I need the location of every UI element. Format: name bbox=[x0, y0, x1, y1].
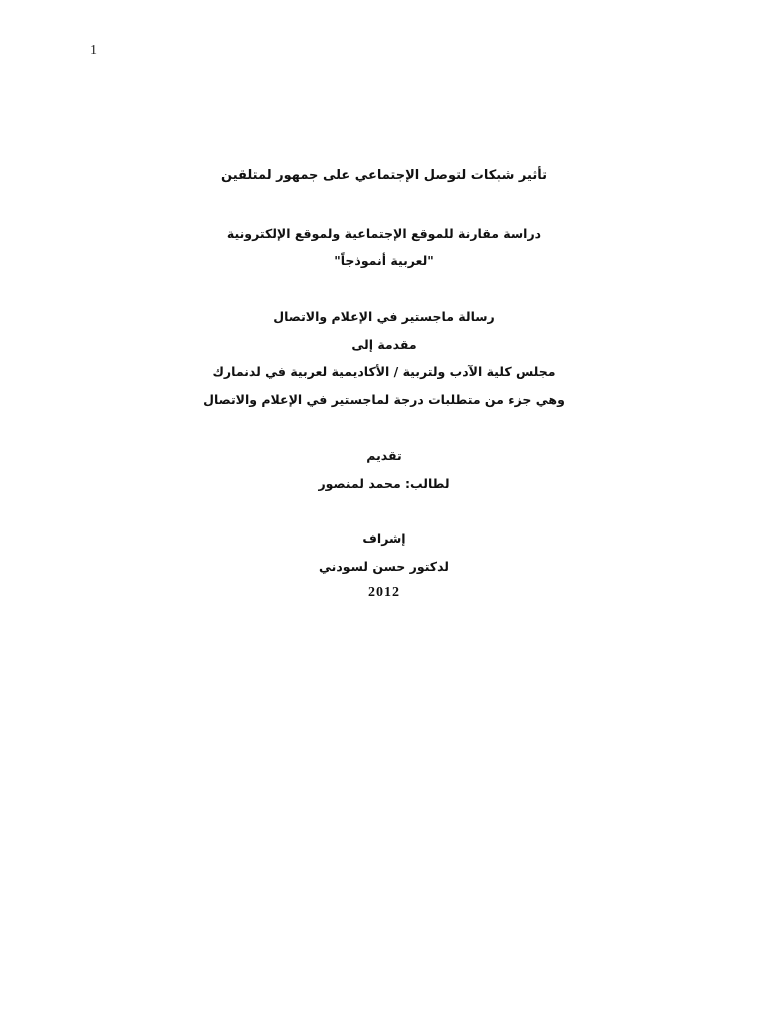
supervision-label: إشراف bbox=[362, 531, 406, 546]
thesis-title: تأثير شبكات لتوصل الإجتماعي على جمهور لمتلقين bbox=[221, 168, 547, 183]
degree-line: رسالة ماجستير في الإعلام والاتصال bbox=[273, 309, 495, 324]
requirement-line: وهي جزء من متطلبات درجة لماجستير في الإعلام والاتصال bbox=[203, 392, 565, 407]
supervisor-name: لدكتور حسن لسودني bbox=[318, 559, 449, 574]
presented-to-line: مقدمة إلى bbox=[351, 337, 417, 352]
submission-label: تقديم bbox=[366, 448, 402, 463]
student-name: لطالب: محمد لمنصور bbox=[318, 476, 450, 491]
year: 2012 bbox=[368, 585, 400, 600]
subtitle-line-1: دراسة مقارنة للموقع الإجتماعية ولموقع الإلكترونية bbox=[226, 226, 542, 241]
subtitle-line-2: "لعربية أنموذجاً" bbox=[334, 253, 434, 268]
institution-line: مجلس كلية الآدب ولتربية / الأكاديمية لعربية في لدنمارك bbox=[212, 364, 556, 379]
page-number: 1 bbox=[90, 43, 97, 58]
